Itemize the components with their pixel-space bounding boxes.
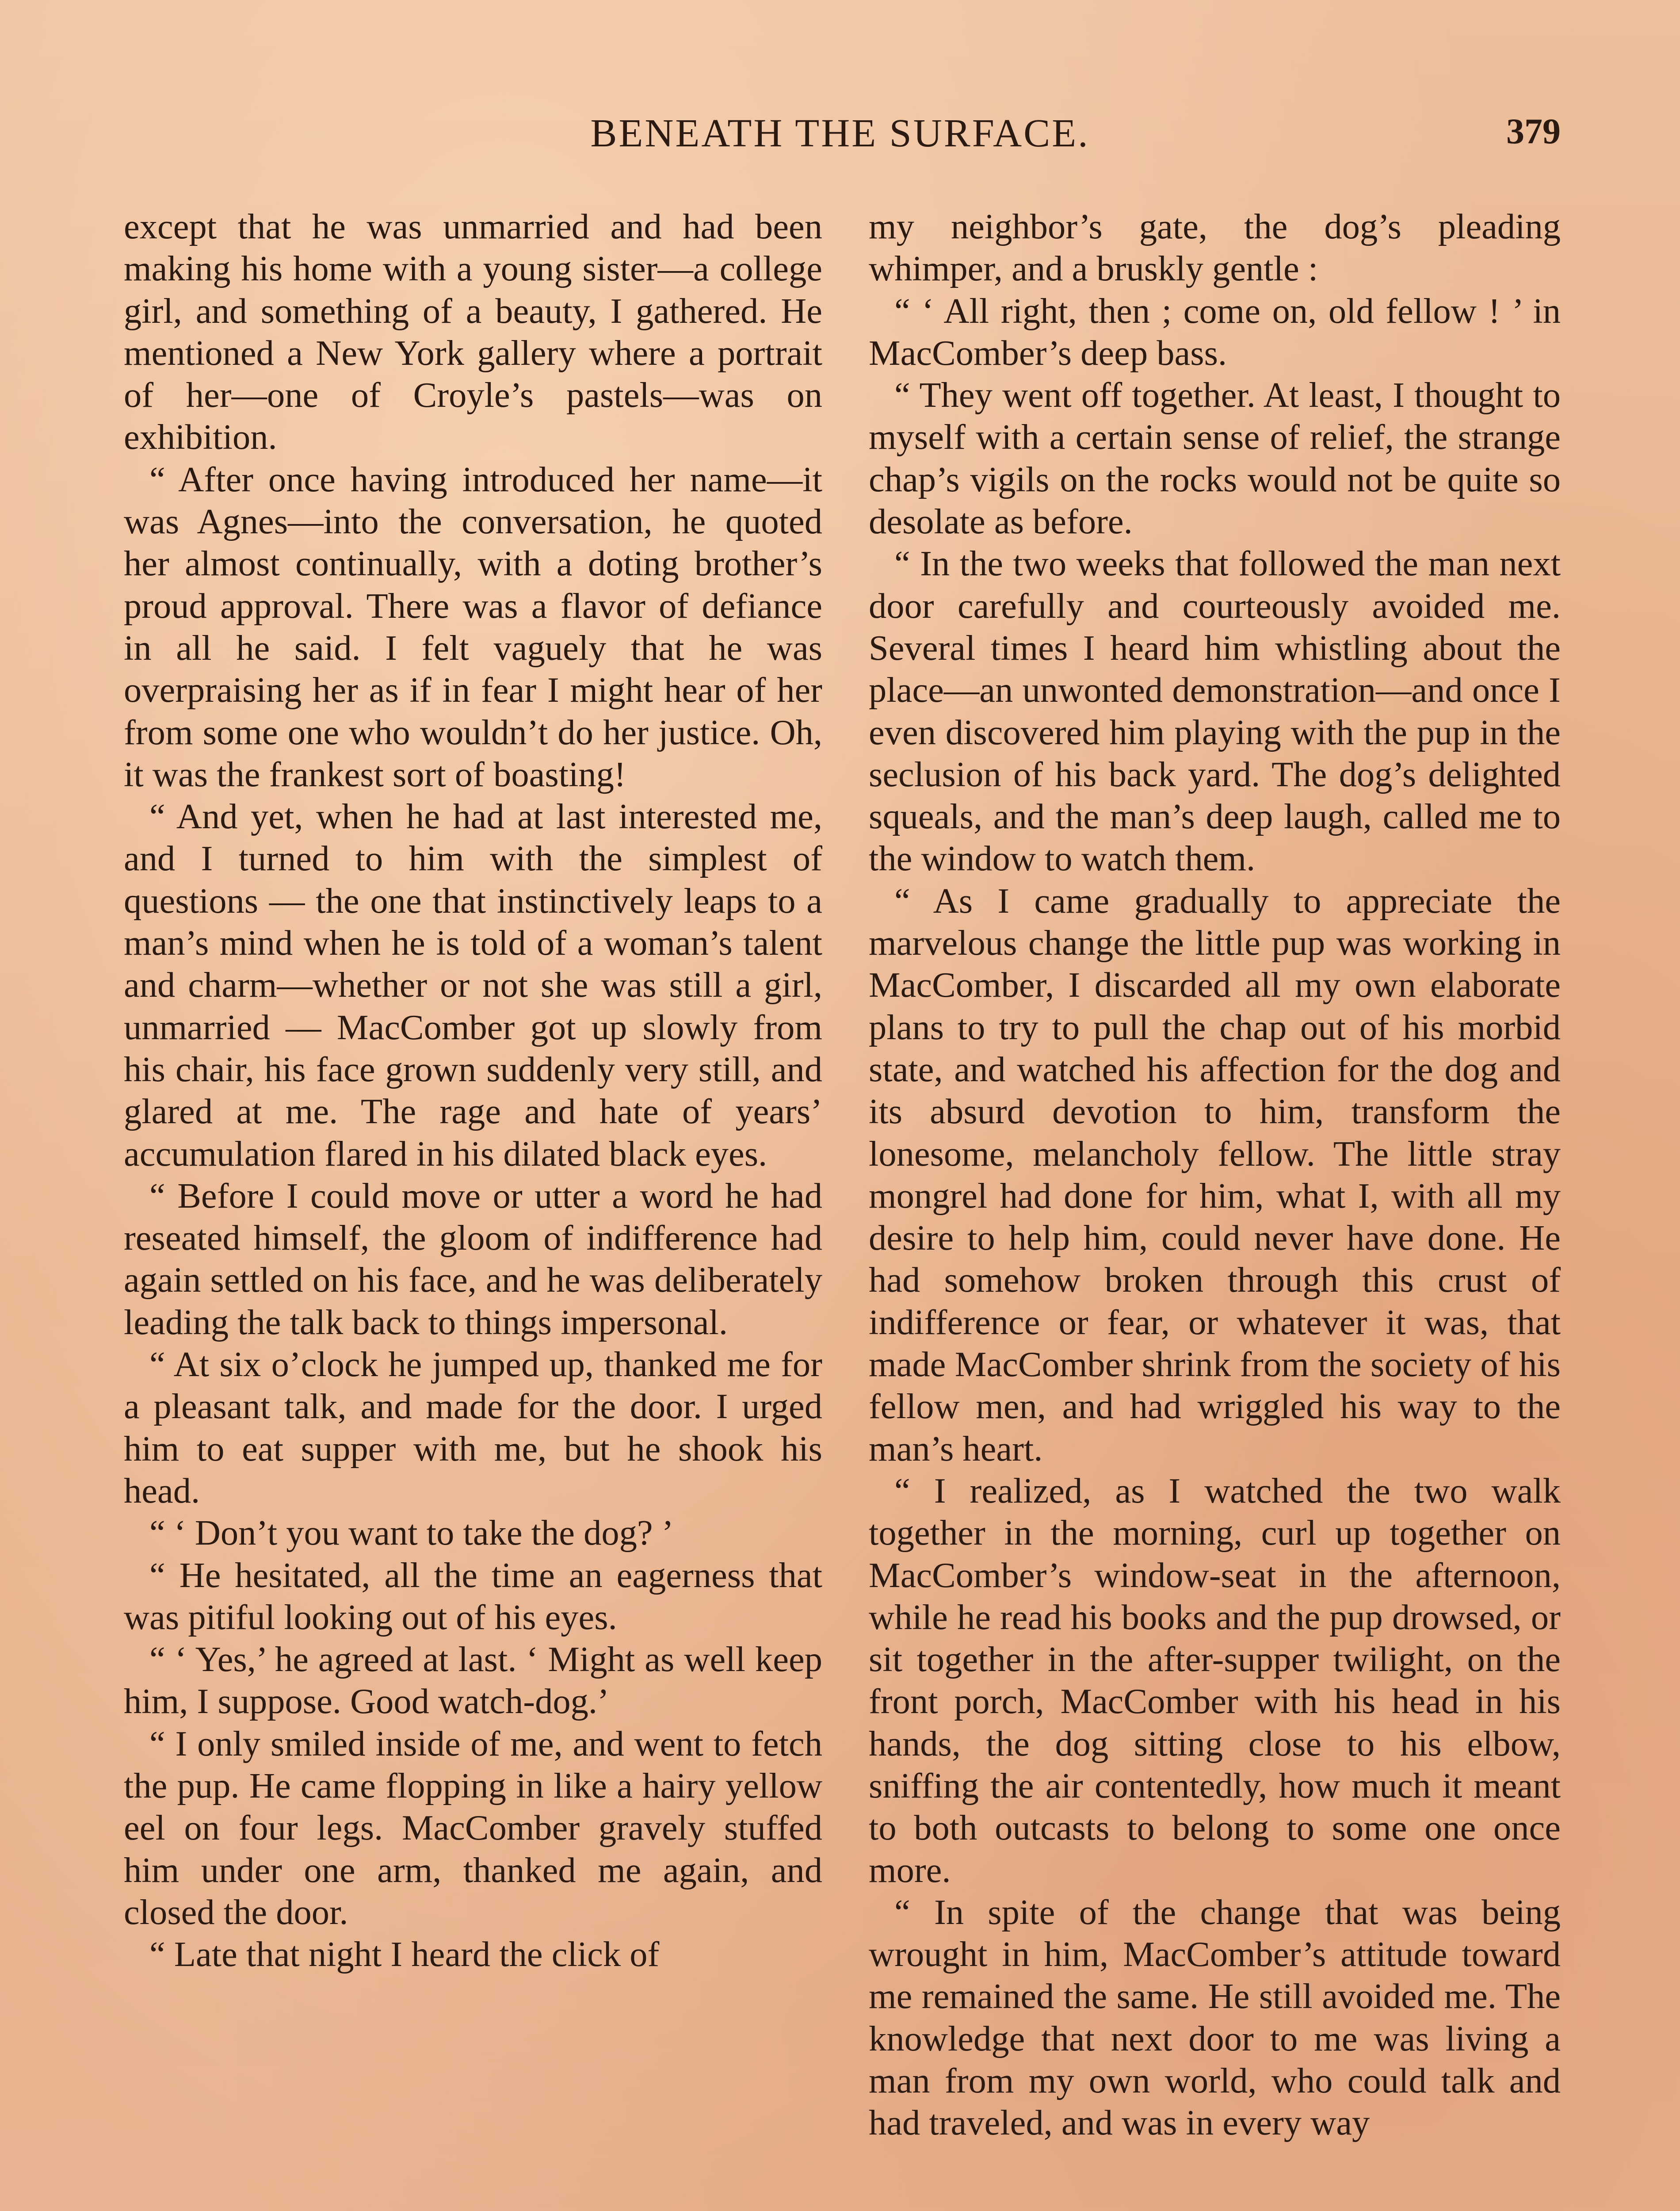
paragraph: “ And yet, when he had at last interested me, and I turned to him with the simplest of questions — the one that instinctively leaps to a man’s mind when he is told of a woman’s talent and charm—whether or not she was still a girl, unmarried — MacComber got up slowly from his chair, his face grown suddenly very still, and glared at me. The rage and hate of years’ accumulation flared in his dilated black eyes. [124,797,822,1174]
paragraph: “ Before I could move or utter a word he had reseated himself, the gloom of indifference had again settled on his face, and he was deliberately leading the talk back to things impersonal. [124,1176,822,1342]
paragraph: “ As I came gradually to appreciate the marvelous change the little pup was working in MacComber, I discarded all my own elaborate plans to try to pull the chap out of his morbid state, and watched his affection for the dog and its absurd devotion to him, transform the lonesome, melancholy fellow. The little stray mongrel had done for him, what I, with all my desire to help him, could never have done. He had somehow broken through this crust of indifference or fear, or whatever it was, that made MacComber shrink from the society of his fellow men, and had wriggled his way to the man’s heart. [869,881,1561,1469]
paragraph: “ ‘ All right, then ; come on, old fellow ! ’ in MacComber’s deep bass. [869,291,1561,373]
paragraph: “ Late that night I heard the click of [149,1935,660,1974]
paragraph: “ After once having introduced her name—it was Agnes—into the conversation, he quoted her almost continually, with a doting brother’s proud approval. There was a flavor of defiance in all he said. I felt vaguely that he was overpraising her as if in fear I might hear of her from some one who wouldn’t do her justice. Oh, it was the frankest sort of boasting! [124,459,822,794]
paragraph: except that he was unmarried and had been making his home with a young sister—a college girl, and something of a beauty, I gathered. He mentioned a New York gallery where a portrait of her—one of Croyle’s pastels—was on exhibition. [124,207,822,457]
paragraph: “ At six o’clock he jumped up, thanked me for a pleasant talk, and made for the door. I urged him to eat supper with me, but he shook his head. [124,1345,822,1511]
paragraph: “ I only smiled inside of me, and went to fetch the pup. He came flopping in like a hairy yellow eel on four legs. MacComber gravely stuffed him under one arm, thanked me again, and closed the door. [124,1724,822,1932]
right-column [869,206,1561,2144]
page-header [106,111,1574,164]
paragraph: “ ‘ Yes,’ he agreed at last. ‘ Might as well keep him, I suppose. Good watch-dog.’ [124,1640,822,1721]
page-number: 379 [1506,111,1561,151]
paragraph: “ ‘ Don’t you want to take the dog? ’ [149,1513,674,1553]
running-title: BENEATH THE SURFACE. [590,111,1090,155]
paragraph: “ In spite of the change that was being wrought in him, MacComber’s attitude toward me remained the same. He still avoided me. The knowledge that next door to me was living a man from my own world, who could talk and had traveled, and was in every way [869,1892,1561,2143]
left-column [124,206,822,1975]
paragraph: “ In the two weeks that followed the man next door carefully and courteously avoided me. Several times I heard him whistling about the place—an unwonted demonstration—and once I even discovered him playing with the pup in the seclusion of his back yard. The dog’s delighted squeals, and the man’s deep laugh, called me to the window to watch them. [869,544,1561,879]
paragraph: “ I realized, as I watched the two walk together in the morning, curl up together on MacComber’s window-seat in the afternoon, while he read his books and the pup drowsed, or sit together in the after-supper twilight, on the front porch, MacComber with his head in his hands, the dog sitting close to his elbow, sniffing the air contentedly, how much it meant to both outcasts to belong to some one once more. [869,1471,1561,1890]
paragraph: my neighbor’s gate, the dog’s pleading whimper, and a bruskly gentle : [869,207,1561,289]
paragraph: “ He hesitated, all the time an eagerness that was pitiful looking out of his eyes. [124,1555,822,1637]
paragraph: “ They went off together. At least, I thought to myself with a certain sense of relief, the strange chap’s vigils on the rocks would not be quite so desolate as before. [869,375,1561,542]
